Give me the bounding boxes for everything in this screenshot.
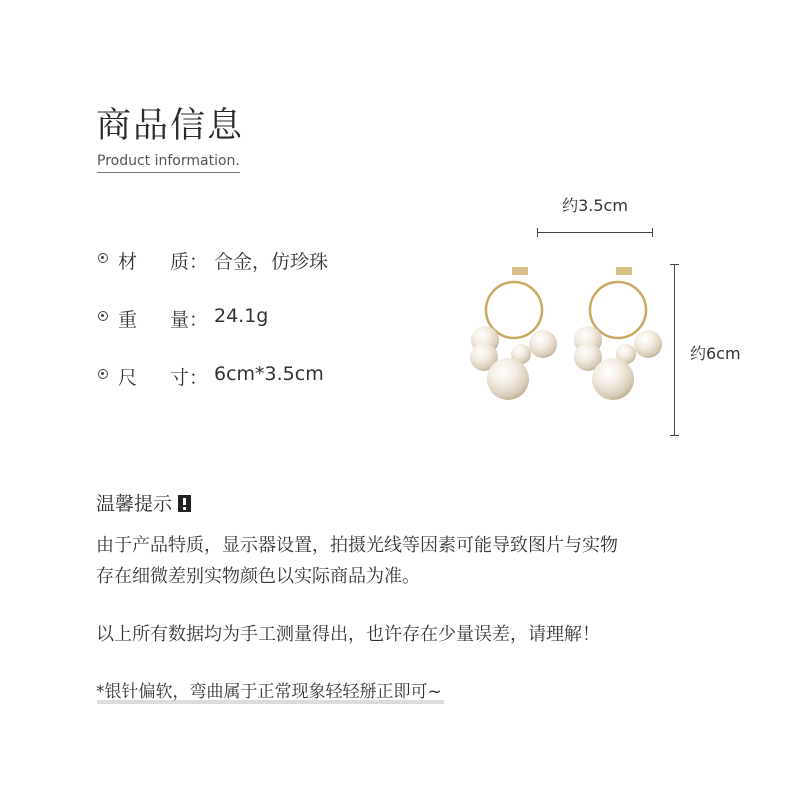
notice-paragraph: 由于产品特质，显示器设置，拍摄光线等因素可能导致图片与实物 存在细微差别实物颜色以实际商品为准。	[96, 535, 618, 587]
width-dimension-label: 约3.5cm	[562, 196, 628, 215]
bullet-icon	[98, 369, 108, 379]
earring-left	[470, 267, 557, 400]
measurement-disclaimer: 以上所有数据均为手工测量得出，也许存在少量误差，请理解！	[96, 624, 600, 645]
spec-label: 材 质：	[118, 251, 209, 273]
width-dimension-line	[537, 232, 653, 233]
page-subtitle: Product information.	[97, 153, 240, 173]
spec-label: 尺 寸：	[118, 367, 209, 389]
bullet-icon	[98, 311, 108, 321]
height-dimension-label: 约6cm	[690, 344, 741, 363]
needle-note: *银针偏软，弯曲属于正常现象轻轻掰正即可~	[96, 682, 442, 702]
exclamation-box-icon	[178, 495, 191, 512]
spec-value: 合金，仿珍珠	[214, 251, 329, 273]
notice-heading: 温馨提示	[96, 489, 191, 516]
spec-value: 24.1g	[214, 305, 269, 327]
spec-value: 6cm*3.5cm	[214, 363, 324, 385]
spec-label: 重 量：	[118, 309, 209, 331]
bullet-icon	[98, 253, 108, 263]
page-title: 商品信息	[96, 106, 245, 146]
earring-right	[574, 267, 662, 400]
pearl-hoop-earrings-illustration	[455, 255, 675, 415]
